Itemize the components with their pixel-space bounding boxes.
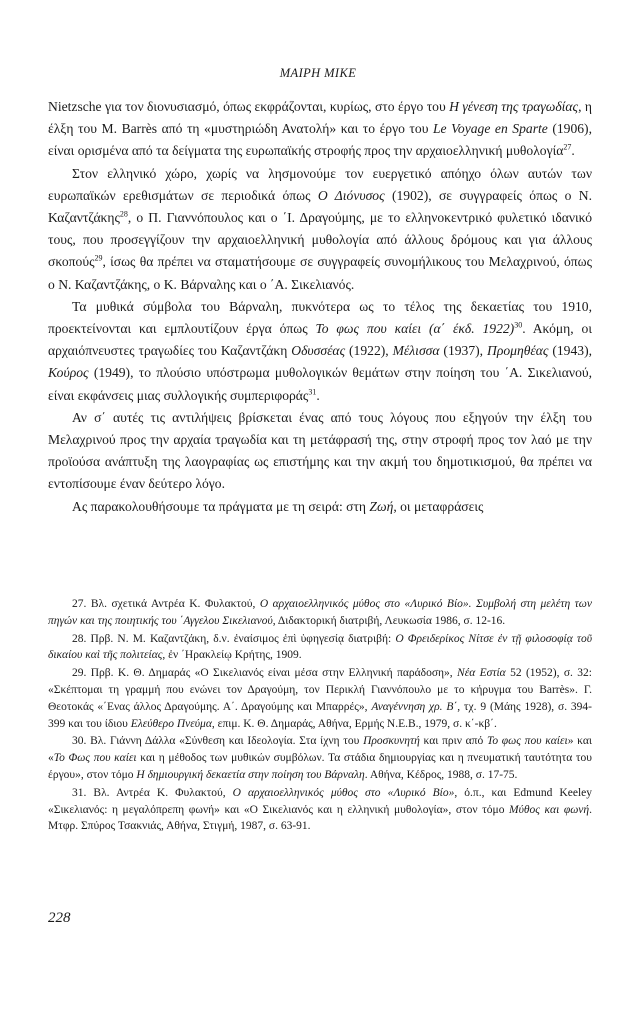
italic-title: Μύθος και φωνή: [509, 803, 590, 816]
page-number: 228: [48, 910, 71, 926]
footnote-31: [48, 785, 592, 835]
italic-title: Το Φως που καίει: [53, 752, 137, 765]
text-run: Τα μυθικά σύμβολα του Βάρναλη, πυκνότερα ως το τέλος της δεκαετίας του 1910, προεκτείνονται και εμπλουτίζουν έργα όπως: [48, 298, 592, 337]
paragraph-5: [48, 496, 592, 518]
text-run: 52 (1952), σ. 32: «Σκέπτομαι τη γραμμή που ενώνει τον Δραγούμη, τον Περικλή Γιαννόπουλο με το κήρυγμα του Barrès». Γ. Θεοτοκάς «΄Ενας άλλος Δραγούμης. Α΄. Δραγούμης και Μπαρρές»,: [48, 667, 592, 713]
text-run: και η μέθοδος των μυθικών συμβόλων. Τα στάδια δημιουργίας και η πνευματική ταυτότητα του έργου», στον τόμο: [48, 752, 592, 781]
text-run: (1902), σε συγγραφείς όπως ο Ν. Καζαντζάκης: [48, 187, 593, 226]
italic-title: Κούρος: [48, 365, 89, 381]
text-run: , Διδακτορική διατριβή, Λευκωσία 1986, σ. 12-16.: [272, 614, 506, 627]
italic-title: Το φως που καίει (α΄ έκδ. 1922): [315, 321, 515, 337]
italic-title: Οδυσσέας: [291, 343, 346, 359]
text-run: (1906), είναι ορισμένα από τα δείγματα της ευρωπαϊκής στροφής προς την αρχαιοελληνική μυθολογία: [48, 121, 592, 159]
text-run: (1937),: [439, 343, 488, 359]
italic-title: Ο αρχαιοελληνικός μύθος στο «Λυρικό Βίο»: [232, 786, 455, 799]
text-run: 28. Πρβ. Ν. Μ. Καζαντζάκη, δ.ν. ἐναίσιμος ἐπὶ ὑφηγεσίᾳ διατριβή:: [72, 632, 396, 645]
text-run: , τχ. 9 (Μάης 1928), σ. 394-399 και του ίδιου: [48, 700, 592, 730]
footnote-30: [48, 733, 592, 783]
text-run: , οι μεταφράσεις: [393, 498, 484, 514]
text-run: 29. Πρβ. Κ. Θ. Δημαράς «Ο Σικελιανός είναι μέσα στην Ελληνική παράδοση»,: [72, 667, 458, 680]
italic-title: Προσκυνητή: [363, 735, 420, 748]
paragraph-1: [48, 96, 592, 163]
italic-title: Αναγέννηση χρ. Β΄: [371, 700, 458, 713]
italic-title: Ελεύθερο Πνεύμα: [130, 717, 212, 730]
italic-title: Προμηθέας: [487, 343, 549, 359]
text-run: . Ακόμη, οι αρχαιόπνευστες τραγωδίες του Καζαντζάκη: [48, 321, 592, 359]
italic-title: Μέλισσα: [392, 343, 440, 359]
running-header: ΜΑΙΡΗ ΜΙΚΕ: [279, 66, 357, 80]
italic-title: Ο αρχαιοελληνικός μύθος στο «Λυρικό Βίο». Συμβολή στη μελέτη των πηγών και της ποιητικής του ΄Αγγελου Σικελιανού: [48, 598, 592, 627]
text-run: » και «: [48, 735, 592, 765]
text-run: , ό.π., και Edmund Keeley «Σικελιανός: η μεγαλόπρεπη φωνή» και «Ο Σικελιανός και η ελληνική μυθολογία», στον τόμο: [48, 786, 592, 816]
footnote-ref: 27: [563, 142, 572, 152]
text-run: (1943),: [548, 343, 592, 359]
paragraph-4: Αν σ΄ αυτές τις αντιλήψεις βρίσκεται ένας από τους λόγους που εξηγούν την έλξη του Μελαχρινού προς την αρχαία τραγωδία και τη μετάφρασή της, στην στροφή προς τον λαό με την προϊούσα ανάπτυξη της λαογραφίας ως επιστήμης και την ακμή του δημοτικισμού, θα πρέπει να εντοπίσουμε έναν δεύτερο λόγο.: [48, 409, 592, 492]
footnote-29: [48, 665, 592, 732]
footnote-ref: 30: [514, 320, 523, 330]
paragraph-2: [48, 163, 592, 296]
footnote-ref: 28: [119, 209, 128, 219]
italic-title: Le Voyage en Sparte: [432, 121, 548, 137]
text-run: Nietzsche για τον διονυσιασμό, όπως εκφράζονται, κυρίως, στο έργο του: [48, 99, 450, 114]
main-text: [48, 96, 592, 518]
text-run: , ἐν ΄Ηρακλείῳ Κρήτης, 1909.: [162, 649, 302, 662]
footnote-27: [48, 596, 592, 630]
italic-title: Ζωή: [369, 498, 394, 514]
footnote-ref: 31: [308, 387, 317, 397]
text-run: . Αθήνα, Κέδρος, 1988, σ. 17-75.: [364, 768, 518, 781]
italic-title: Το φως που καίει: [486, 735, 568, 748]
text-run: . Μτφρ. Σπύρος Τσακνιάς, Αθήνα, Στιγμή, 1987, σ. 63-91.: [48, 803, 592, 833]
italic-title: Ο Διόνυσος: [317, 187, 385, 203]
text-run: , η έλξη του M. Barrès από τη «μυστηριώδη Ανατολή» και το έργο του: [48, 99, 593, 137]
text-run: 27. Βλ. σχετικά Αντρέα Κ. Φυλακτού,: [72, 598, 260, 610]
footnote-28: [48, 631, 592, 665]
text-run: .: [571, 143, 575, 159]
text-run: (1922),: [345, 343, 393, 359]
text-run: Στον ελληνικό χώρο, χωρίς να λησμονούμε τον ευεργετικό απόηχο όλων αυτών των ευρωπαϊκών ερεθισμάτων σε περιοδικά όπως: [48, 165, 592, 203]
paragraph-3: [48, 296, 592, 407]
footnote-ref: 29: [94, 253, 103, 263]
text-run: .: [316, 387, 320, 403]
text-run: 30. Βλ. Γιάννη Δάλλα «Σύνθεση και Ιδεολογία. Στα ίχνη του: [72, 735, 364, 748]
text-run: 31. Βλ. Αντρέα Κ. Φυλακτού,: [72, 786, 233, 799]
text-run: , επιμ. Κ. Θ. Δημαράς, Αθήνα, Ερμής Ν.Ε.Β., 1979, σ. κ΄-κβ΄.: [211, 717, 497, 730]
text-run: (1949), το πλούσιο υπόστρωμα μυθολογικών θεμάτων στην ποίηση του ΄Α. Σικελιανού, είναι εκφάνσεις μιας συλλογικής συμπεριφοράς: [48, 365, 592, 403]
italic-title: Η δημιουργική δεκαετία στην ποίηση του Βάρναλη: [136, 768, 365, 781]
italic-title: Η γένεση της τραγωδίας: [449, 99, 579, 114]
text-run: Ας παρακολουθήσουμε τα πράγματα με τη σειρά: στη: [72, 498, 370, 514]
italic-title: Ο Φρειδερίκος Νίτσε ἐν τῇ φιλοσοφίᾳ τοῦ δικαίου καὶ τῆς πολιτείας: [48, 632, 593, 662]
footnotes: [48, 596, 592, 836]
italic-title: Νέα Εστία: [457, 667, 506, 680]
text-run: και πριν από: [419, 735, 487, 748]
text-run: , ο Π. Γιαννόπουλος και ο ΄Ι. Δραγούμης, με το ελληνοκεντρικό φυλετικό ιδανικό τους, που προσεγγίζουν την αρχαιοελληνική μυθολογία από άλλους δρόμους και για άλλους σκοπούς: [48, 210, 592, 270]
text-run: , ίσως θα πρέπει να σταματήσουμε σε συγγραφείς συνομήλικους του Μελαχρινού, όπως ο Ν. Καζαντζάκης, ο Κ. Βάρναλης και ο ΄Α. Σικελιανός.: [48, 254, 592, 292]
